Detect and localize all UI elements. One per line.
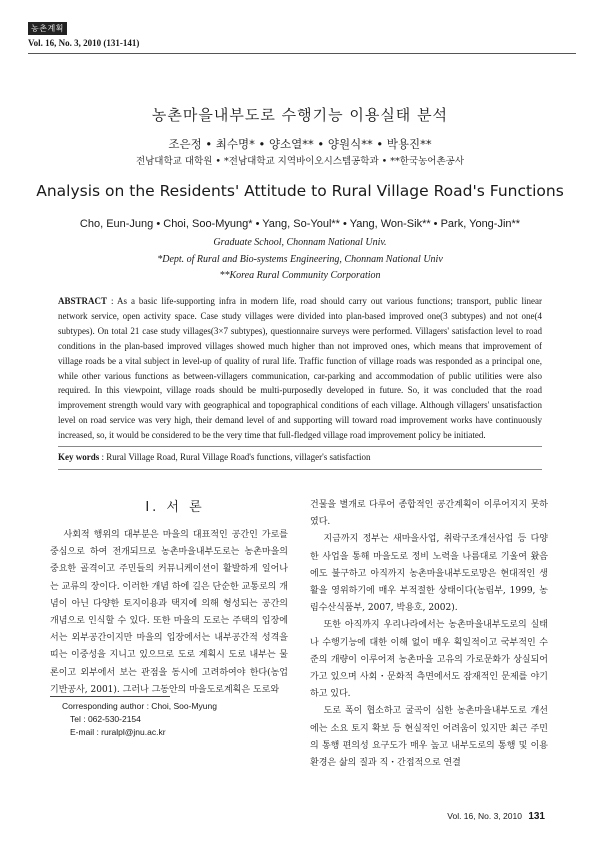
keywords	[58, 452, 542, 462]
affiliation-korean: 전남대학교 대학원 • *전남대학교 지역바이오시스템공학과 • **한국농어촌공사	[135, 156, 465, 167]
keywords-divider-bottom	[58, 469, 542, 470]
paragraph: 도로 폭이 협소하고 굴곡이 심한 농촌마을내부도로 개선에는 소요 토지 확보 등 현실적인 어려움이 있지만 최근 주민의 통행 편의성 요구도가 매우 높고 내부도로의 통행 및 이용환경은 삶의 질과 직・간접적으로 연결	[310, 706, 548, 769]
affiliation-english: Graduate School, Chonnam National Univ.	[213, 237, 387, 248]
page-footer	[395, 811, 545, 822]
abstract	[58, 294, 542, 443]
author-phone: Tel : 062-530-2154	[70, 714, 141, 724]
paragraph: 또한 아직까지 우리나라에서는 농촌마을내부도로의 실태나 수행기능에 대한 이해 없이 매우 획일적이고 국부적인 수준의 개량이 이루어져 농촌마을 고유의 가로문화가 상실되어가고 있으며 사회・문화적 측면에서도 잠재적인 문제를 야기하고 있다.	[310, 620, 548, 700]
body-column-left	[50, 527, 288, 699]
authors-english: Cho, Eun-Jung • Choi, Soo-Myung* • Yang, So-Youl** • Yang, Won-Sik** • Park, Yong-Jin**	[79, 218, 521, 230]
affiliation-english: *Dept. of Rural and Bio-systems Engineering, Chonnam National Univ	[157, 254, 443, 265]
paragraph: 지금까지 정부는 새마을사업, 취락구조개선사업 등 다양한 사업을 통해 마을도로 정비 노력을 나름대로 기울여 왔음에도 불구하고 아직까지 농촌마을내부도로망은 현대적인 생활을 영위하기에 매우 부적절한 상태이다(농림부, 1999, 농림수산식품부, 2007, 박용호, 2002).	[310, 534, 548, 614]
keywords-text: : Rural Village Road, Rural Village Road's functions, villager's satisfaction	[101, 452, 371, 462]
title-english: Analysis on the Residents' Attitude to Rural Village Road's Functions	[36, 182, 564, 200]
header-divider	[28, 53, 576, 54]
affiliation-english: **Korea Rural Community Corporation	[219, 270, 381, 281]
title-korean: 농촌마을내부도로 수행기능 이용실태 분석	[151, 106, 449, 124]
corresponding-author: Corresponding author : Choi, Soo-Myung	[62, 701, 217, 711]
body-column-right	[310, 497, 548, 772]
author-email: E-mail : ruralpl@jnu.ac.kr	[70, 727, 166, 737]
section-heading: Ⅰ. 서 론	[145, 500, 205, 515]
authors-korean: 조은정 • 최수명* • 양소열** • 양원식** • 박용진**	[168, 137, 432, 151]
page-number: 131	[528, 811, 545, 822]
footnote-divider	[50, 696, 170, 697]
paragraph: 사회적 행위의 대부분은 마을의 대표적인 공간인 가로를 중심으로 하여 전개되므로 농촌마을내부도로는 농촌마을의 중요한 골격이고 주민들의 커뮤니케이션이 활발하게 일어나는 교류의 장이다. 이러한 개념 하에 길은 단순한 교통로의 개념이 아닌 다양한 토지이용과 택지에 의해 형성되는 공간의 개념으로 인식할 수 있다. 또한 마을의 도로는 주택의 입장에서는 외부공간이지만 마을의 입장에서는 내부공간적 성격을 띠는 이중성을 지니고 있으므로 도로 계획시 도로 내부는 물론이고 외부에서 보는 관점을 동시에 고려하여야 한다(농업기반공사, 2001). 그러나 그동안의 마을도로계획은 도로와	[50, 530, 288, 695]
paragraph: 건물을 별개로 다루어 종합적인 공간계획이 이루어지지 못하였다.	[310, 500, 548, 528]
keywords-divider-top	[58, 446, 542, 447]
footnote	[62, 700, 292, 739]
abstract-label: ABSTRACT	[58, 296, 108, 306]
abstract-text: : As a basic life-supporting infra in modern life, road should carry out various functions; transport, public linear network service, open activity space. Case study villages were divided into plan-based improved one(3 subtypes) and not one(4 subtypes). On total 21 case study villages(3×7 subtypes), questionnaire surveys were performed. Villagers' satisfaction level to road conditions in the plan-based improved villages showed much higher than not improved ones, which means that improvement of village roads be a vital subject in level-up of quality of rural life. Traffic function of village roads was responded as a principal one, while other various functions as between-villagers communication, car-parking and accommodation of public utilities were also required. In this viewpoint, village roads should be multi-purposedly developed in future. So, it was concluded that the road improvement strength would vary with geographical and topographical conditions of each village. Although villagers' unsatisfaction level on road service was very high, their demand level of and supporting will toward road improvement works have continuously increased, so, it would be considered to be the very time that full-fledged village road improvement policy be initiated.	[58, 296, 543, 441]
journal-issue: Vol. 16, No. 3, 2010 (131-141)	[28, 38, 140, 48]
journal-badge: 농촌계획	[28, 22, 67, 35]
keywords-label: Key words	[58, 452, 100, 462]
footer-issue: Vol. 16, No. 3, 2010	[447, 811, 522, 821]
